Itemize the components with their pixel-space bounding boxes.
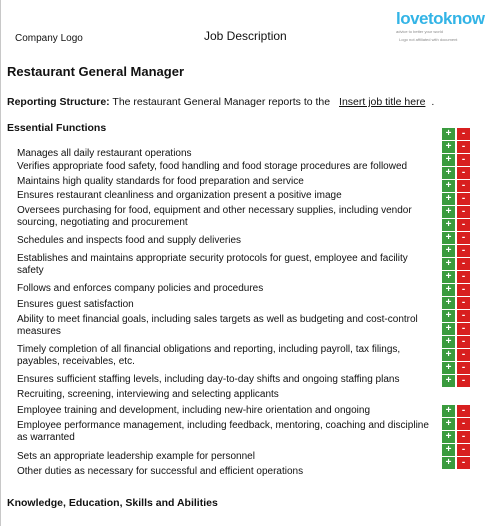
row-controls-group <box>442 405 470 470</box>
function-item: Oversees purchasing for food, equipment and other necessary supplies, including vendor sourcing, negotiating and procurement <box>17 205 412 228</box>
row-controls <box>442 336 470 348</box>
function-item: Employee performance management, including feedback, mentoring, coaching and discipline as warranted <box>17 420 429 443</box>
remove-row-button[interactable]: - <box>457 431 470 443</box>
row-controls <box>442 141 470 153</box>
remove-row-button[interactable]: - <box>457 405 470 417</box>
remove-row-button[interactable]: - <box>457 193 470 205</box>
remove-row-button[interactable]: - <box>457 349 470 361</box>
insert-job-title-field[interactable]: Insert job title here <box>339 96 426 108</box>
add-row-button[interactable]: + <box>442 431 455 443</box>
remove-row-button[interactable]: - <box>457 167 470 179</box>
function-item: Ensures sufficient staffing levels, including day-to-day shifts and ongoing staffing plans <box>17 374 400 385</box>
row-controls <box>442 193 470 205</box>
row-controls <box>442 297 470 309</box>
brand-disclaimer: Logo not affiliated with document <box>399 37 458 42</box>
row-controls <box>442 245 470 257</box>
remove-row-button[interactable]: - <box>457 336 470 348</box>
add-row-button[interactable]: + <box>442 284 455 296</box>
row-controls <box>442 431 470 443</box>
add-row-button[interactable]: + <box>442 128 455 140</box>
remove-row-button[interactable]: - <box>457 375 470 387</box>
remove-row-button[interactable]: - <box>457 206 470 218</box>
remove-row-button[interactable]: - <box>457 245 470 257</box>
function-item: Verifies appropriate food safety, food handling and food storage procedures are followed <box>17 161 408 172</box>
remove-row-button[interactable]: - <box>457 284 470 296</box>
add-row-button[interactable]: + <box>442 167 455 179</box>
remove-row-button[interactable]: - <box>457 154 470 166</box>
add-row-button[interactable]: + <box>442 219 455 231</box>
remove-row-button[interactable]: - <box>457 141 470 153</box>
add-row-button[interactable]: + <box>442 349 455 361</box>
function-item: Ability to meet financial goals, including sales targets as well as budgeting and cost-control measures <box>17 314 418 337</box>
section-knowledge-skills: Knowledge, Education, Skills and Abilities <box>7 497 218 509</box>
add-row-button[interactable]: + <box>442 141 455 153</box>
function-item: Sets an appropriate leadership example for personnel <box>17 451 255 462</box>
row-controls <box>442 180 470 192</box>
function-item: Maintains high quality standards for food preparation and service <box>17 176 304 187</box>
add-row-button[interactable]: + <box>442 418 455 430</box>
remove-row-button[interactable]: - <box>457 444 470 456</box>
row-controls <box>442 349 470 361</box>
function-item: Follows and enforces company policies and procedures <box>17 283 264 294</box>
remove-row-button[interactable]: - <box>457 297 470 309</box>
remove-row-button[interactable]: - <box>457 219 470 231</box>
function-item: Timely completion of all financial obligations and reporting, including payroll, tax filings, payables, receivables, etc. <box>17 344 401 367</box>
row-controls <box>442 128 470 140</box>
function-item: Establishes and maintains appropriate security protocols for guest, employee and facility safety <box>17 253 408 276</box>
brand-tagline: advice to better your world <box>396 29 443 34</box>
row-controls <box>442 219 470 231</box>
remove-row-button[interactable]: - <box>457 128 470 140</box>
add-row-button[interactable]: + <box>442 362 455 374</box>
reporting-text: The restaurant General Manager reports to the <box>112 96 331 108</box>
add-row-button[interactable]: + <box>442 271 455 283</box>
add-row-button[interactable]: + <box>442 258 455 270</box>
row-controls <box>442 154 470 166</box>
row-controls <box>442 232 470 244</box>
remove-row-button[interactable]: - <box>457 180 470 192</box>
row-controls <box>442 310 470 322</box>
add-row-button[interactable]: + <box>442 232 455 244</box>
function-item: Ensures restaurant cleanliness and organization present a positive image <box>17 190 342 201</box>
add-row-button[interactable]: + <box>442 405 455 417</box>
function-item: Manages all daily restaurant operations <box>17 148 192 159</box>
brand-name: lovetoknow <box>396 9 485 28</box>
function-item: Other duties as necessary for successful and efficient operations <box>17 466 304 477</box>
row-controls <box>442 258 470 270</box>
reporting-structure: Reporting Structure: The restaurant General Manager reports to the Insert job title here . <box>7 96 435 108</box>
remove-row-button[interactable]: - <box>457 258 470 270</box>
function-item: Employee training and development, including new-hire orientation and ongoing <box>17 405 371 416</box>
remove-row-button[interactable]: - <box>457 232 470 244</box>
row-controls <box>442 405 470 417</box>
add-row-button[interactable]: + <box>442 375 455 387</box>
function-item: Recruiting, screening, interviewing and selecting applicants <box>17 389 279 400</box>
row-controls <box>442 418 470 430</box>
remove-row-button[interactable]: - <box>457 457 470 469</box>
company-logo-placeholder: Company Logo <box>15 33 83 44</box>
row-controls <box>442 167 470 179</box>
row-controls <box>442 284 470 296</box>
remove-row-button[interactable]: - <box>457 418 470 430</box>
job-title: Restaurant General Manager <box>7 64 185 79</box>
function-item: Ensures guest satisfaction <box>17 299 134 310</box>
add-row-button[interactable]: + <box>442 444 455 456</box>
function-item: Schedules and inspects food and supply deliveries <box>17 235 242 246</box>
lovetoknow-logo <box>396 9 485 49</box>
row-controls <box>442 362 470 374</box>
section-essential-functions: Essential Functions <box>7 122 107 134</box>
row-controls <box>442 457 470 469</box>
remove-row-button[interactable]: - <box>457 323 470 335</box>
row-controls <box>442 271 470 283</box>
add-row-button[interactable]: + <box>442 310 455 322</box>
row-controls <box>442 323 470 335</box>
remove-row-button[interactable]: - <box>457 362 470 374</box>
document-title: Job Description <box>204 29 287 43</box>
row-controls <box>442 375 470 387</box>
add-row-button[interactable]: + <box>442 180 455 192</box>
add-row-button[interactable]: + <box>442 206 455 218</box>
row-controls-group <box>442 128 470 388</box>
remove-row-button[interactable]: - <box>457 271 470 283</box>
remove-row-button[interactable]: - <box>457 310 470 322</box>
add-row-button[interactable]: + <box>442 245 455 257</box>
row-controls <box>442 444 470 456</box>
add-row-button[interactable]: + <box>442 154 455 166</box>
add-row-button[interactable]: + <box>442 297 455 309</box>
row-controls <box>442 206 470 218</box>
add-row-button[interactable]: + <box>442 457 455 469</box>
reporting-label: Reporting Structure: <box>7 96 110 108</box>
add-row-button[interactable]: + <box>442 336 455 348</box>
add-row-button[interactable]: + <box>442 323 455 335</box>
add-row-button[interactable]: + <box>442 193 455 205</box>
